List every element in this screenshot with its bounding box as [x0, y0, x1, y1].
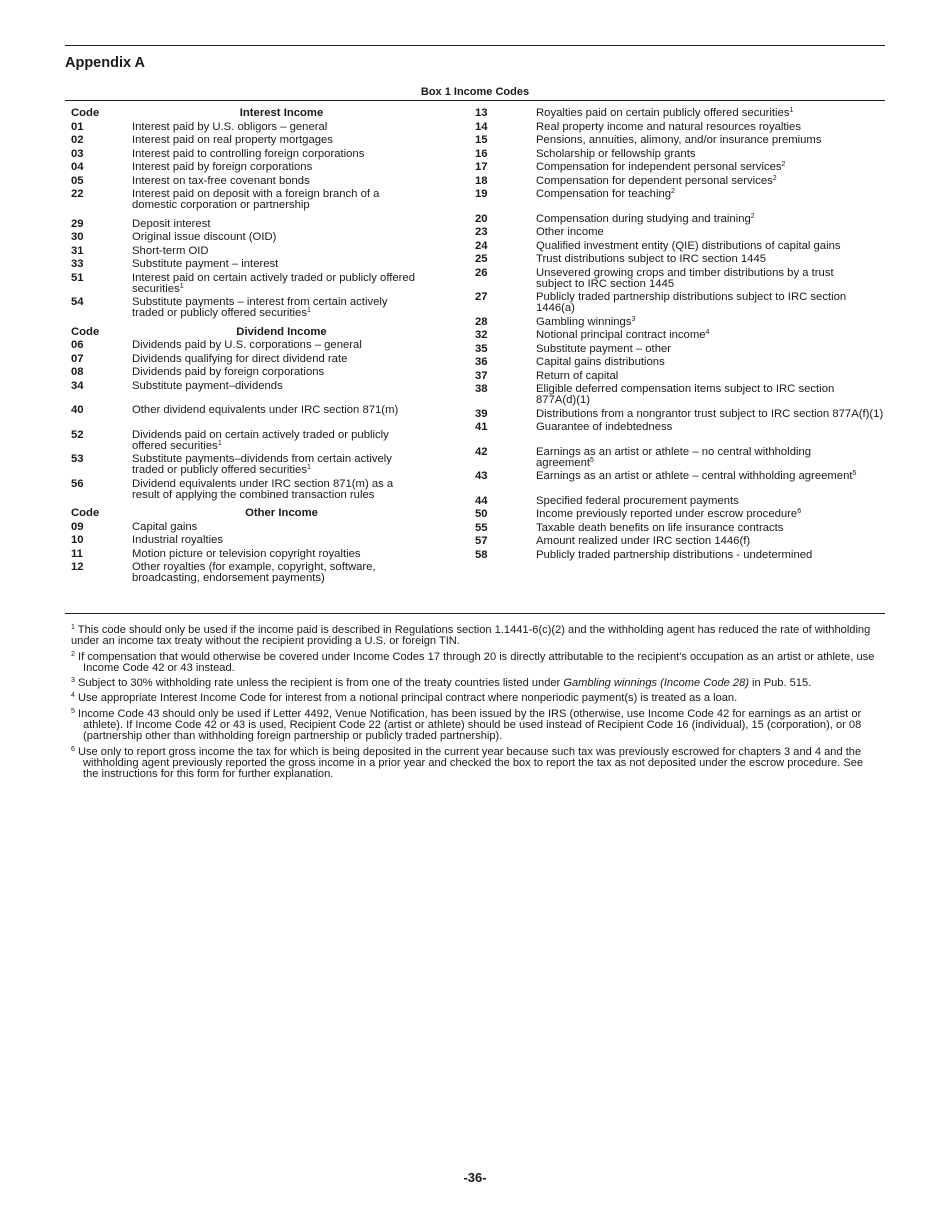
code-description: Dividends paid by foreign corporations: [132, 366, 325, 378]
code-row: [475, 496, 885, 507]
code-value: 30: [71, 231, 84, 243]
footnote-text: in Pub. 515.: [748, 677, 812, 690]
code-description: Interest paid by foreign corporations: [132, 161, 313, 173]
footnote-italic-text: Gambling winnings (Income Code 28): [563, 677, 749, 690]
code-description: Publicly traded partnership distributions subject to IRC section 1446(a): [536, 291, 847, 314]
code-row: [475, 384, 885, 406]
footnote-number: 3: [71, 677, 75, 685]
code-description: Real property income and natural resources royalties: [536, 120, 801, 133]
code-row: [475, 447, 885, 469]
code-description: Earnings as an artist or athlete – central withholding agreement: [536, 470, 853, 482]
code-description: Compensation for dependent personal services: [536, 174, 773, 187]
code-description: Compensation during studying and training: [536, 212, 751, 225]
code-value: 05: [71, 174, 84, 187]
code-row: [475, 509, 885, 520]
code-value: 52: [71, 428, 84, 441]
code-description: Other royalties (for example, copyright, software, broadcasting, endorsement payments): [132, 561, 376, 584]
code-row: [71, 340, 451, 351]
footnote-ref: 5: [590, 456, 594, 464]
code-value: 10: [71, 534, 84, 546]
code-value: 44: [475, 494, 488, 507]
code-description: Short-term OID: [132, 244, 209, 257]
code-value: 32: [475, 329, 488, 341]
right-column: [475, 108, 885, 563]
section-header-other: [71, 508, 451, 519]
table-bottom-divider: [65, 613, 885, 614]
code-value: 18: [475, 174, 488, 187]
code-row: [71, 259, 451, 270]
code-row: [71, 246, 451, 257]
code-column-label: Code: [71, 507, 100, 519]
code-row: [475, 162, 885, 173]
section-title-other: Other Income: [245, 507, 318, 519]
code-row: [71, 122, 451, 133]
code-description: Dividends paid on certain actively traded or publicly offered securities: [132, 428, 389, 452]
title-divider: [65, 100, 885, 101]
code-description: Guarantee of indebtedness: [536, 421, 673, 433]
code-value: 22: [71, 188, 84, 200]
code-row: [71, 479, 451, 501]
footnote-ref: 1: [789, 107, 794, 114]
code-row: [475, 344, 885, 355]
code-row: [475, 330, 885, 341]
code-row: [71, 549, 451, 560]
code-description: Eligible deferred compensation items subject to IRC section 877A(d)(1): [536, 383, 835, 406]
code-value: 43: [475, 470, 488, 482]
code-value: 12: [71, 561, 84, 573]
code-value: 16: [475, 147, 488, 160]
code-description: Earnings as an artist or athlete – no central withholding agreement: [536, 445, 812, 469]
code-description: Scholarship or fellowship grants: [536, 147, 696, 160]
code-row: [71, 405, 451, 416]
footnote-ref: 1: [307, 307, 311, 314]
code-description: Interest paid by U.S. obligors – general: [132, 120, 328, 133]
code-row: [71, 232, 451, 243]
footnote-ref: 2: [772, 174, 777, 182]
code-description: Trust distributions subject to IRC section 1445: [536, 253, 767, 265]
code-row: [475, 409, 885, 420]
code-value: 51: [71, 271, 84, 284]
code-row: [71, 454, 451, 476]
code-value: 37: [475, 369, 488, 382]
left-column: [71, 108, 451, 587]
code-description: Motion picture or television copyright royalties: [132, 547, 361, 560]
code-row: [71, 381, 451, 392]
code-value: 54: [71, 296, 84, 308]
code-row: [475, 122, 885, 133]
footnotes: [71, 625, 881, 785]
code-description: Interest paid on deposit with a foreign branch of a domestic corporation or partnership: [132, 188, 380, 211]
code-description: Interest on tax-free covenant bonds: [132, 174, 310, 187]
code-description: Other income: [536, 226, 604, 238]
code-value: 27: [475, 291, 488, 303]
code-value: 34: [71, 379, 84, 392]
section-title-interest: Interest Income: [239, 107, 324, 119]
code-value: 07: [71, 352, 84, 365]
footnote: [71, 678, 881, 689]
code-description: Qualified investment entity (QIE) distributions of capital gains: [536, 239, 841, 252]
code-description: Dividends paid by U.S. corporations – general: [132, 339, 362, 351]
code-description: Interest paid to controlling foreign corporations: [132, 147, 365, 160]
code-description: Interest paid on certain actively traded or publicly offered securities: [132, 271, 416, 295]
footnote-number: 4: [71, 692, 75, 700]
code-value: 53: [71, 453, 84, 465]
footnote: [71, 747, 881, 781]
code-value: 38: [475, 383, 488, 395]
footnote-number: 5: [71, 707, 75, 715]
code-row: [475, 292, 885, 314]
code-description: Compensation for teaching: [536, 188, 672, 200]
code-row: [71, 562, 451, 584]
code-row: [71, 149, 451, 160]
code-description: Gambling winnings: [536, 315, 632, 328]
code-description: Publicly traded partnership distributions - undetermined: [536, 548, 813, 561]
code-row: [71, 430, 451, 452]
footnote-number: 1: [71, 624, 75, 631]
code-value: 03: [71, 147, 84, 160]
code-value: 01: [71, 120, 84, 133]
code-row: [475, 317, 885, 328]
code-value: 15: [475, 134, 488, 146]
footnote-ref: 1: [179, 282, 184, 290]
code-description: Income previously reported under escrow procedure: [536, 508, 798, 520]
page-number: -36-: [463, 1170, 487, 1185]
code-row: [71, 176, 451, 187]
footnote-ref: 3: [631, 315, 636, 323]
footnote-number: 2: [71, 650, 75, 658]
section-header-interest: [71, 108, 451, 119]
code-value: 56: [71, 477, 84, 490]
code-description: Royalties paid on certain publicly offered securities: [536, 107, 790, 119]
footnote-ref: 4: [705, 329, 710, 336]
code-row: [71, 135, 451, 146]
code-row: [475, 523, 885, 534]
footnote-ref: 1: [217, 439, 222, 447]
code-row: [71, 535, 451, 546]
code-row: [475, 108, 885, 119]
code-description: Other dividend equivalents under IRC section 871(m): [132, 404, 399, 416]
code-row: [475, 268, 885, 290]
code-value: 29: [71, 217, 84, 230]
code-value: 11: [71, 547, 83, 560]
code-description: Pensions, annuities, alimony, and/or insurance premiums: [536, 134, 822, 146]
code-description: Industrial royalties: [132, 534, 224, 546]
code-value: 23: [475, 226, 488, 238]
code-description: Original issue discount (OID): [132, 231, 277, 243]
code-row: [475, 422, 885, 433]
code-row: [71, 354, 451, 365]
code-value: 31: [71, 244, 84, 257]
code-row: [475, 536, 885, 547]
code-value: 24: [475, 239, 488, 252]
footnote-text: This code should only be used if the income paid is described in Regulations section 1.1441-6(c)(2) and the withholding agent has reduced the rate of withholding under an income tax treaty without the recipient providing a U.S. or foreign TIN.: [71, 624, 871, 648]
code-row: [71, 367, 451, 378]
code-description: Distributions from a nongrantor trust subject to IRC section 877A(f)(1): [536, 407, 884, 420]
code-value: 08: [71, 366, 84, 378]
code-row: [475, 189, 885, 200]
footnote: [71, 652, 881, 675]
code-description: Substitute payments – interest from certain actively traded or publicly offered securities: [132, 296, 388, 319]
code-value: 36: [475, 356, 488, 368]
code-description: Specified federal procurement payments: [536, 494, 739, 507]
code-description: Capital gains: [132, 520, 198, 533]
footnote: [71, 693, 881, 704]
code-value: 41: [475, 421, 488, 433]
code-value: 13: [475, 107, 488, 119]
code-row: [475, 357, 885, 368]
code-value: 19: [475, 188, 488, 200]
code-value: 35: [475, 342, 488, 355]
footnote-text: If compensation that would otherwise be covered under Income Codes 17 through 20 is directly attributable to the recipient's occupation as an artist or athlete, use Income Code 42 or 43 instead.: [78, 650, 875, 674]
footnote-text: Use only to report gross income the tax for which is being deposited in the current year because such tax was previously escrowed for chapters 3 and 4 and the withholding agent previously reported the gross income in a prior year and checked the box to report the tax as not deposited under the escrow procedure. See the instructions for this form for further explanation.: [78, 745, 864, 781]
code-value: 42: [475, 445, 488, 458]
code-value: 17: [475, 161, 488, 173]
footnote-ref: 6: [797, 508, 802, 515]
code-row: [475, 214, 885, 225]
code-value: 09: [71, 520, 84, 533]
code-value: 33: [71, 258, 84, 270]
code-value: 14: [475, 120, 488, 133]
footnote-ref: 5: [852, 470, 857, 477]
footnote: [71, 625, 881, 648]
code-value: 20: [475, 212, 488, 225]
code-row: [475, 371, 885, 382]
code-row: [475, 149, 885, 160]
code-value: 50: [475, 508, 488, 520]
code-value: 25: [475, 253, 488, 265]
footnote-text: Income Code 43 should only be used if Letter 4492, Venue Notification, has been issued by the IRS (otherwise, use Income Code 42 for earnings as an artist or athlete). If Income Code 42 or 43 is used, Recipient Code 22 (artist or athlete) should be used instead of Recipient Code 16 (individual), 15 (corporation), or 08 (partnership other than withholding foreign partnership or publicly traded partnership).: [78, 707, 862, 743]
code-description: Interest paid on real property mortgages: [132, 134, 333, 146]
table-title: Box 1 Income Codes: [420, 86, 530, 98]
code-row: [475, 471, 885, 482]
footnote-number: 6: [71, 745, 75, 753]
code-description: Compensation for independent personal services: [536, 161, 782, 173]
code-value: 02: [71, 134, 84, 146]
code-description: Substitute payment – other: [536, 342, 672, 355]
code-value: 28: [475, 315, 488, 328]
code-value: 55: [475, 521, 488, 534]
code-row: [475, 135, 885, 146]
code-description: Substitute payment – interest: [132, 258, 279, 270]
code-description: Notional principal contract income: [536, 329, 706, 341]
code-row: [475, 241, 885, 252]
code-description: Return of capital: [536, 369, 619, 382]
code-row: [71, 189, 451, 211]
code-value: 58: [475, 548, 488, 561]
code-row: [475, 227, 885, 238]
section-header-dividend: [71, 327, 451, 338]
footnote-text: Use appropriate Interest Income Code for interest from a notional principal contract where nonperiodic payment(s) is treated as a loan.: [78, 692, 738, 705]
top-divider: [65, 45, 885, 46]
code-description: Amount realized under IRC section 1446(f): [536, 535, 751, 547]
code-description: Dividend equivalents under IRC section 871(m) as a result of applying the combined transaction rules: [132, 477, 394, 501]
code-value: 57: [475, 535, 488, 547]
code-description: Taxable death benefits on life insurance contracts: [536, 521, 784, 534]
code-row: [71, 219, 451, 230]
section-title-dividend: Dividend Income: [236, 325, 327, 338]
code-row: [71, 522, 451, 533]
code-row: [475, 254, 885, 265]
footnote: [71, 709, 881, 743]
code-row: [475, 550, 885, 561]
code-row: [71, 297, 451, 319]
code-description: Capital gains distributions: [536, 356, 665, 368]
code-description: Substitute payments–dividends from certain actively traded or publicly offered securities: [132, 453, 392, 476]
code-value: 40: [71, 404, 84, 416]
footnote-ref: 2: [781, 161, 786, 168]
code-value: 39: [475, 407, 488, 420]
footnote-ref: 2: [671, 188, 675, 195]
code-row: [71, 162, 451, 173]
code-row: [71, 273, 451, 295]
page-heading: Appendix A: [65, 55, 146, 71]
code-value: 04: [71, 161, 84, 173]
code-description: Deposit interest: [132, 217, 211, 230]
code-description: Substitute payment–dividends: [132, 379, 283, 392]
footnote-ref: 2: [750, 212, 755, 220]
code-row: [475, 176, 885, 187]
code-description: Dividends qualifying for direct dividend rate: [132, 352, 348, 365]
footnote-text: Subject to 30% withholding rate unless the recipient is from one of the treaty countries listed under: [78, 677, 564, 690]
code-value: 06: [71, 339, 84, 351]
code-column-label: Code: [71, 325, 100, 338]
code-value: 26: [475, 266, 488, 279]
code-description: Unsevered growing crops and timber distributions by a trust subject to IRC section 1445: [536, 266, 834, 290]
footnote-ref: 1: [307, 464, 311, 471]
code-column-label: Code: [71, 107, 100, 119]
